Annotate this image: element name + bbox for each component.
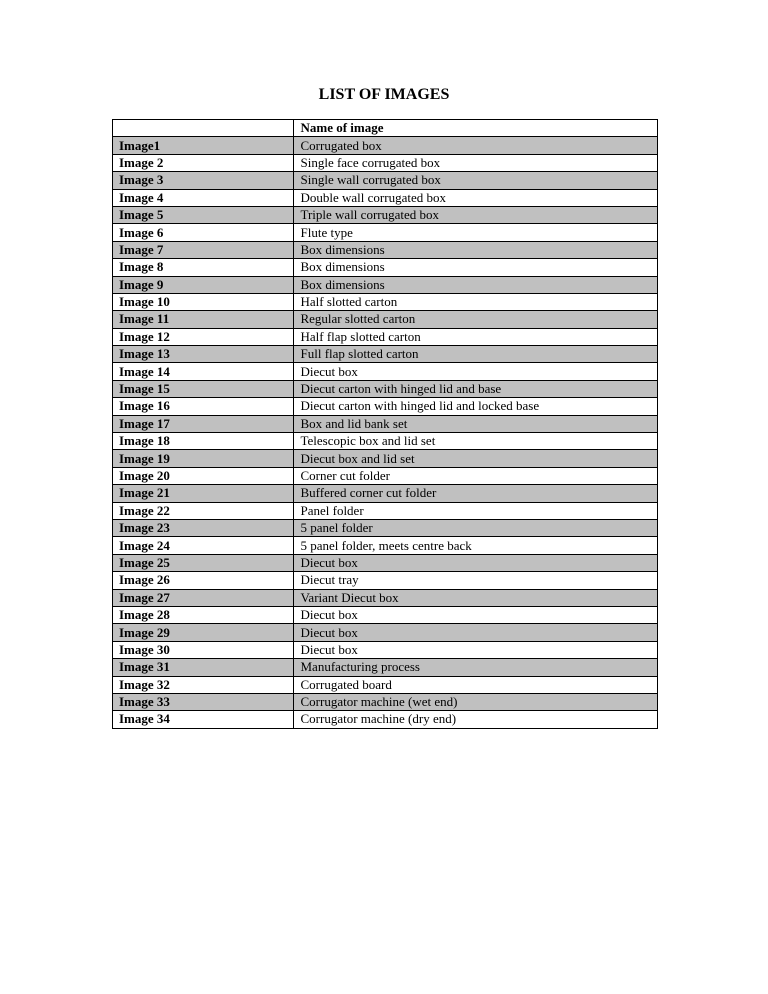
image-id-cell: Image 29 [113,624,294,641]
image-id-cell: Image 16 [113,398,294,415]
image-name-cell: Corner cut folder [294,467,658,484]
image-id-cell: Image 23 [113,519,294,536]
table-row [113,450,658,467]
image-id-cell: Image 10 [113,293,294,310]
table-row [113,311,658,328]
image-name-cell: Single wall corrugated box [294,172,658,189]
image-name-cell: Diecut box [294,641,658,658]
image-name-cell: Box dimensions [294,276,658,293]
image-id-cell: Image1 [113,137,294,154]
image-name-cell: Full flap slotted carton [294,346,658,363]
image-name-cell: Double wall corrugated box [294,189,658,206]
table-row [113,659,658,676]
image-id-cell: Image 30 [113,641,294,658]
image-id-cell: Image 15 [113,380,294,397]
table-row [113,328,658,345]
images-table [112,119,658,729]
table-row [113,554,658,571]
image-name-cell: Panel folder [294,502,658,519]
table-row [113,189,658,206]
header-cell-name: Name of image [294,120,658,137]
image-name-cell: Diecut box [294,624,658,641]
image-name-cell: Telescopic box and lid set [294,433,658,450]
table-row [113,502,658,519]
image-name-cell: Corrugated box [294,137,658,154]
image-name-cell: Half slotted carton [294,293,658,310]
image-name-cell: Box and lid bank set [294,415,658,432]
image-name-cell: 5 panel folder, meets centre back [294,537,658,554]
image-name-cell: Single face corrugated box [294,154,658,171]
image-id-cell: Image 5 [113,206,294,223]
image-name-cell: Diecut box [294,606,658,623]
image-name-cell: Box dimensions [294,259,658,276]
image-id-cell: Image 12 [113,328,294,345]
header-cell-id [113,120,294,137]
page-title: LIST OF IMAGES [318,86,450,103]
table-row [113,433,658,450]
table-row [113,276,658,293]
table-row [113,241,658,258]
image-id-cell: Image 27 [113,589,294,606]
image-id-cell: Image 11 [113,311,294,328]
table-row [113,589,658,606]
image-name-cell: Regular slotted carton [294,311,658,328]
image-name-cell: Diecut box and lid set [294,450,658,467]
image-name-cell: Buffered corner cut folder [294,485,658,502]
image-name-cell: Diecut carton with hinged lid and base [294,380,658,397]
table-row [113,154,658,171]
table-row [113,293,658,310]
image-name-cell: Manufacturing process [294,659,658,676]
table-row [113,137,658,154]
image-id-cell: Image 17 [113,415,294,432]
image-id-cell: Image 2 [113,154,294,171]
table-row [113,415,658,432]
image-name-cell: Triple wall corrugated box [294,206,658,223]
image-name-cell: Diecut carton with hinged lid and locked base [294,398,658,415]
image-name-cell: Corrugated board [294,676,658,693]
image-name-cell: Variant Diecut box [294,589,658,606]
image-name-cell: 5 panel folder [294,519,658,536]
image-name-cell: Corrugator machine (wet end) [294,693,658,710]
table-row [113,224,658,241]
table-row [113,346,658,363]
table-row [113,641,658,658]
table-body [113,120,658,729]
image-id-cell: Image 8 [113,259,294,276]
image-id-cell: Image 3 [113,172,294,189]
image-id-cell: Image 13 [113,346,294,363]
table-row [113,693,658,710]
image-id-cell: Image 33 [113,693,294,710]
image-name-cell: Box dimensions [294,241,658,258]
table-row [113,519,658,536]
table-row [113,259,658,276]
table-row [113,467,658,484]
table-row [113,398,658,415]
image-id-cell: Image 14 [113,363,294,380]
table-row [113,676,658,693]
image-id-cell: Image 24 [113,537,294,554]
image-id-cell: Image 7 [113,241,294,258]
image-name-cell: Diecut box [294,363,658,380]
image-name-cell: Diecut box [294,554,658,571]
image-id-cell: Image 4 [113,189,294,206]
table-row [113,172,658,189]
table-row [113,363,658,380]
image-id-cell: Image 18 [113,433,294,450]
image-id-cell: Image 26 [113,572,294,589]
table-row [113,711,658,728]
table-row [113,624,658,641]
image-id-cell: Image 19 [113,450,294,467]
table-row [113,572,658,589]
image-name-cell: Corrugator machine (dry end) [294,711,658,728]
table-row [113,606,658,623]
table-row [113,206,658,223]
table-row [113,537,658,554]
image-id-cell: Image 25 [113,554,294,571]
image-id-cell: Image 32 [113,676,294,693]
image-id-cell: Image 28 [113,606,294,623]
table-header-row [113,120,658,137]
image-name-cell: Flute type [294,224,658,241]
table-row [113,380,658,397]
table-row [113,485,658,502]
image-name-cell: Half flap slotted carton [294,328,658,345]
image-id-cell: Image 34 [113,711,294,728]
image-name-cell: Diecut tray [294,572,658,589]
image-id-cell: Image 21 [113,485,294,502]
image-id-cell: Image 9 [113,276,294,293]
image-id-cell: Image 20 [113,467,294,484]
image-id-cell: Image 31 [113,659,294,676]
image-id-cell: Image 6 [113,224,294,241]
image-id-cell: Image 22 [113,502,294,519]
